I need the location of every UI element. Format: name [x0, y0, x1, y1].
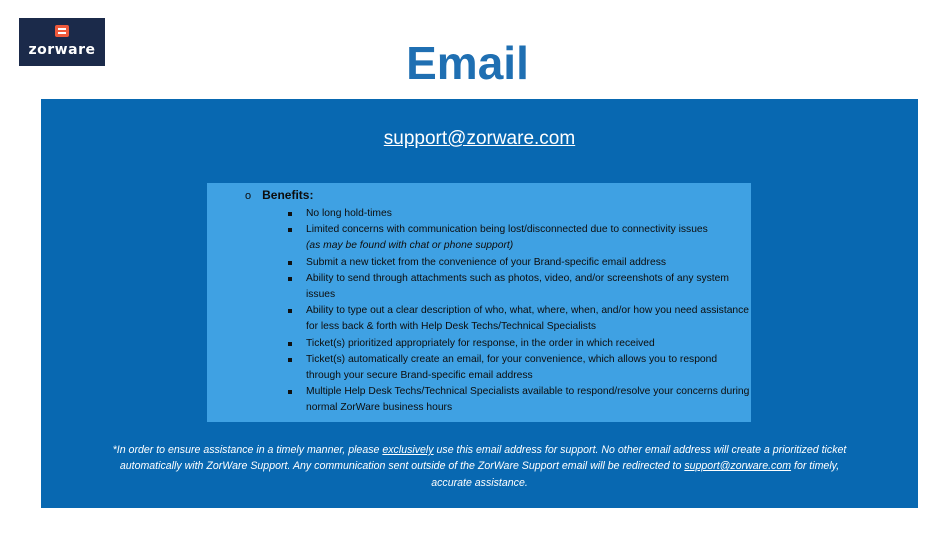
footnote-emphasis: exclusively	[382, 444, 434, 456]
list-item-text: Ticket(s) prioritized appropriately for response, in the order in which received	[306, 337, 655, 349]
list-item-text: Ability to type out a clear description of who, what, where, when, and/or how you need assistance for less back & forth with Help Desk Techs/Technical Specialists	[306, 305, 750, 333]
benefits-heading	[245, 188, 313, 202]
list-item	[283, 222, 751, 254]
email-info-panel	[41, 99, 918, 508]
list-item	[283, 303, 751, 335]
list-item	[283, 206, 751, 222]
support-email-link[interactable]: support@zorware.com	[383, 128, 576, 149]
benefits-list	[283, 206, 751, 417]
list-item-text: Ability to send through attachments such as photos, video, and/or screenshots of any system issues	[306, 272, 729, 301]
footnote-part3: for timely, accurate assistance.	[431, 460, 840, 489]
list-item	[283, 271, 751, 303]
list-item-text: No long hold-times	[306, 208, 392, 219]
footnote-part2: use this email address for support. No other email address will create a prioritized ticket automatically with ZorWare Support. Any communication sent outside of the ZorWare Support email will be redirected to	[119, 444, 847, 473]
list-item-text: Submit a new ticket from the convenience of your Brand-specific email address	[306, 256, 666, 268]
list-item	[283, 336, 751, 352]
page-title: Email	[406, 37, 529, 89]
footnote-part1: *In order to ensure assistance in a timely manner, please	[112, 444, 383, 456]
benefits-box	[207, 183, 751, 422]
circle-bullet-icon: o	[245, 190, 252, 202]
logo-text: zorware	[28, 42, 96, 58]
list-item-text: Limited concerns with communication being lost/disconnected due to connectivity issues	[306, 224, 708, 236]
footnote-email-link[interactable]: support@zorware.com	[684, 460, 792, 473]
benefits-heading-text: Benefits:	[262, 188, 314, 202]
list-item-text: Multiple Help Desk Techs/Technical Specialists available to respond/resolve your concerns during normal ZorWare business hours	[306, 386, 750, 414]
list-item	[283, 384, 751, 416]
list-item-text: Ticket(s) automatically create an email, for your convenience, which allows you to respond through your secure Brand-specific email address	[306, 353, 718, 382]
list-item	[283, 352, 751, 384]
list-item-note: (as may be found with chat or phone support)	[306, 240, 514, 252]
support-footnote	[41, 442, 918, 491]
list-item	[283, 255, 751, 271]
